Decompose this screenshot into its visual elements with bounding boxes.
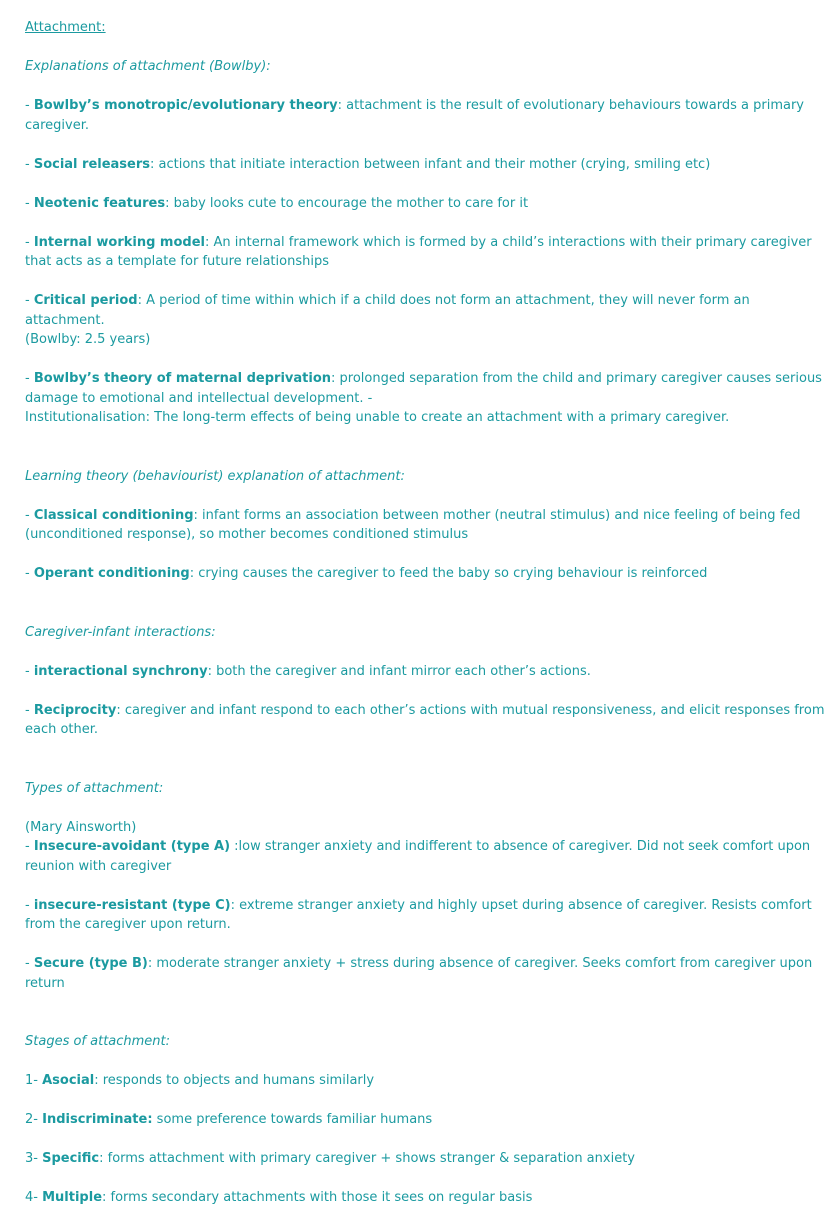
section-heading-bowlby: Explanations of attachment (Bowlby): [25,59,271,74]
term: Insecure-avoidant (type A) [33,839,231,854]
list-item: - Bowlby’s monotropic/evolutionary theory: attachment is the result of evolutionary behaviours towards a primary caregiver. [25,98,804,133]
list-item: 3- Specific: forms attachment with primary caregiver + shows stranger & separation anxiety [25,1151,635,1166]
section-heading-types: Types of attachment: [25,780,164,796]
list-item: - interactional synchrony: both the caregiver and infant mirror each other’s actions. [25,663,591,679]
list-item: - Critical period: A period of time within which if a child does not form an attachment, they will never form an attachment. [25,293,750,328]
source-note: (Mary Ainsworth) [25,819,137,835]
term: Specific [42,1151,100,1166]
list-item: - insecure-resistant (type C): extreme stranger anxiety and highly upset during absence of caregiver. Resists comfort from the caregiver upon return. [25,897,812,932]
list-item: - Internal working model: An internal framework which is formed by a child’s interactions with their primary caregiver that acts as a template for future relationships [25,234,812,269]
term: Reciprocity [33,702,117,718]
list-item: - Classical conditioning: infant forms an association between mother (neutral stimulus) and nice feeling of being fed (unconditioned response), so mother becomes conditioned stimulus [25,507,801,542]
list-item: 1- Asocial: responds to objects and humans similarly [25,1073,375,1088]
term: insecure-resistant (type C) [33,897,231,913]
term: interactional synchrony [33,663,208,679]
list-item-note: (Bowlby: 2.5 years) [25,332,151,347]
term: Secure (type B) [33,956,148,971]
term: Bowlby’s theory of maternal deprivation [33,371,332,386]
term: Operant conditioning [33,566,190,581]
term: Asocial [42,1073,95,1088]
term: Indiscriminate: [42,1112,153,1127]
term: Bowlby’s monotropic/evolutionary theory [33,98,338,113]
list-item: 2- Indiscriminate: some preference towards familiar humans [25,1112,433,1127]
section-heading-learning: Learning theory (behaviourist) explanation of attachment: [25,468,405,484]
list-item: - Reciprocity: caregiver and infant respond to each other’s actions with mutual responsiveness, and elicit responses from each other. [25,702,825,737]
list-item: - Neotenic features: baby looks cute to encourage the mother to care for it [25,195,529,211]
list-item-note: Institutionalisation: The long-term effects of being unable to create an attachment with a primary caregiver. [25,410,730,425]
list-item: - Secure (type B): moderate stranger anxiety + stress during absence of caregiver. Seeks comfort from caregiver upon return [25,956,813,991]
term: Neotenic features [33,195,166,211]
term: Classical conditioning [33,507,194,523]
document-title: Attachment: [25,20,106,35]
list-item: - Insecure-avoidant (type A) :low stranger anxiety and indifferent to absence of caregiver. Did not seek comfort upon reunion with caregiver [25,839,811,874]
list-item: - Social releasers: actions that initiate interaction between infant and their mother (crying, smiling etc) [25,156,711,172]
term: Multiple [42,1190,103,1205]
section-heading-interactions: Caregiver-infant interactions: [25,624,216,640]
term: Internal working model [33,234,205,250]
term: Critical period [33,293,138,308]
term: Social releasers [33,156,151,172]
list-item: 4- Multiple: forms secondary attachments with those it sees on regular basis [25,1190,533,1205]
section-heading-stages: Stages of attachment: [25,1034,171,1049]
list-item: - Operant conditioning: crying causes the caregiver to feed the baby so crying behaviour is reinforced [25,566,708,581]
list-item: - Bowlby’s theory of maternal deprivation: prolonged separation from the child and primary caregiver causes serious damage to emotional and intellectual development. - [25,371,822,406]
document-page [25,18,828,1208]
